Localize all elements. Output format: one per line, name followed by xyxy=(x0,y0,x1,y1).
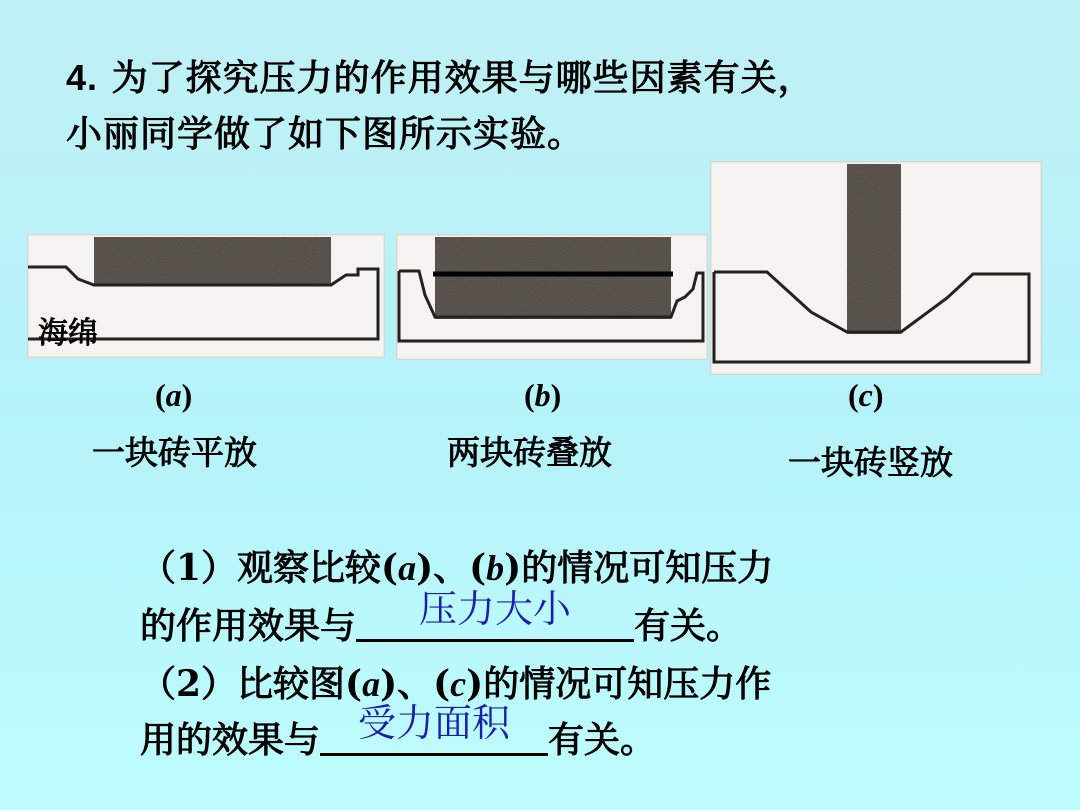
answer-blank-1 xyxy=(356,587,634,642)
question-text-2: 小丽同学做了如下图所示实验。 xyxy=(66,113,585,155)
figure-b-caption: 两块砖叠放 xyxy=(447,433,612,472)
figure-b-label: (b) xyxy=(524,377,562,413)
figure-c-drawing xyxy=(711,162,1041,374)
figure-b-panel xyxy=(396,234,708,360)
part1-line-1: （1）观察比较(a)、(b)的情况可知压力 xyxy=(140,547,774,589)
figure-b-drawing xyxy=(397,235,707,359)
answer-2: 受力面积 xyxy=(358,701,511,745)
answer-blank-2 xyxy=(320,701,548,756)
part2-line-2: 用的效果与 受力面积 有关。 xyxy=(140,712,656,763)
part1-line-2: 的作用效果与 压力大小 有关。 xyxy=(140,598,742,649)
figure-a-label: (a) xyxy=(155,377,193,413)
brick-c xyxy=(847,164,901,334)
question-line-2 xyxy=(66,106,584,157)
bricks-b xyxy=(435,237,671,319)
figure-c-label: (c) xyxy=(848,377,884,413)
part2-line-1: （2）比较图(a)、(c)的情况可知压力作 xyxy=(140,663,772,705)
question-text-1: 为了探究压力的作用效果与哪些因素有关， xyxy=(98,57,815,99)
answer-1: 压力大小 xyxy=(419,587,572,631)
figure-c-panel xyxy=(710,161,1042,375)
figure-a-caption: 一块砖平放 xyxy=(92,433,257,472)
question-line-1 xyxy=(66,50,815,101)
question-number: 4. xyxy=(66,57,99,98)
brick-a xyxy=(94,237,331,285)
figure-c-caption: 一块砖竖放 xyxy=(788,443,953,482)
sponge-label: 海绵 xyxy=(38,316,98,351)
